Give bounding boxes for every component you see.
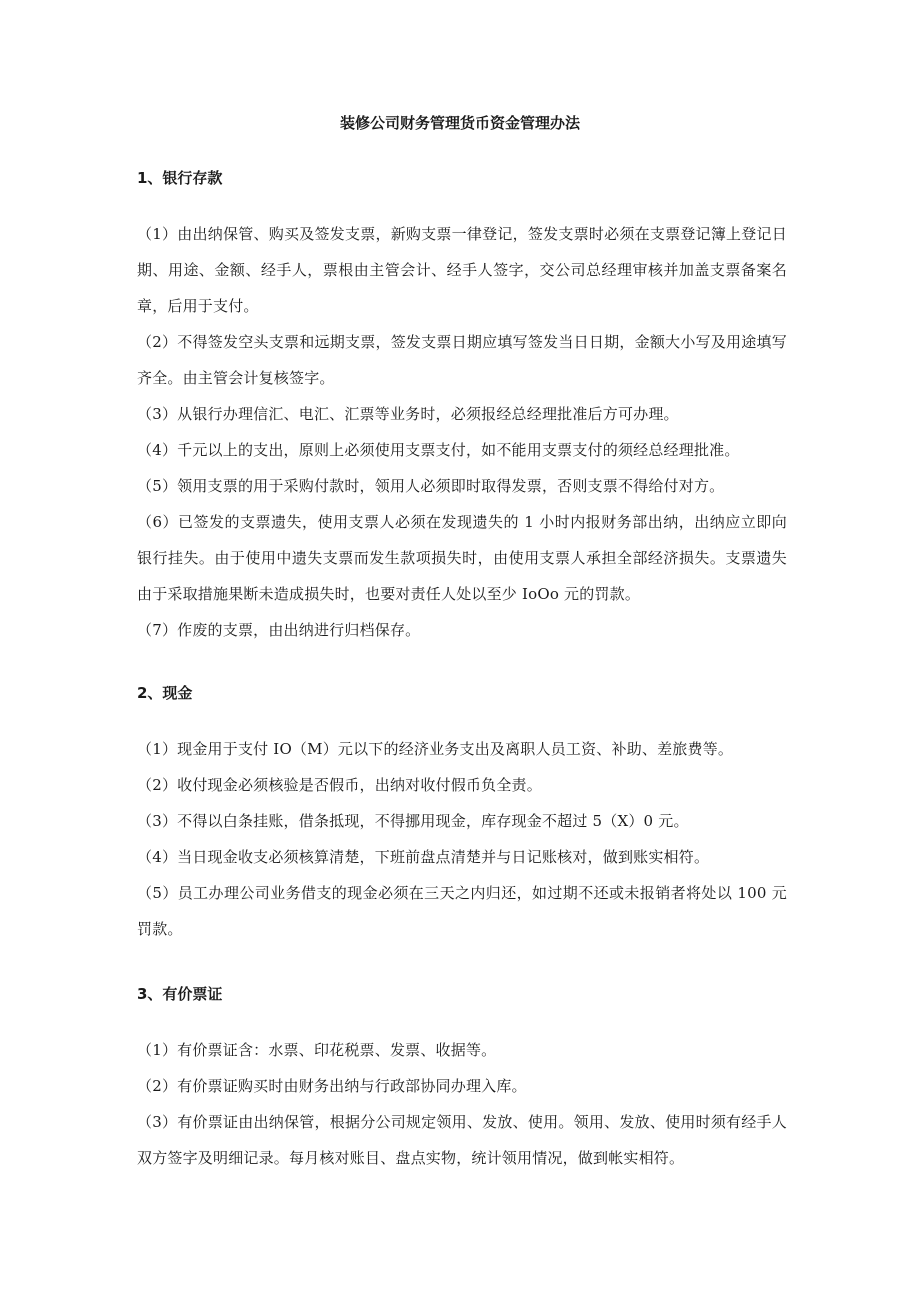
list-item: （2）收付现金必须核验是否假币，出纳对收付假币负全责。 [137,776,542,794]
list-item: （5）员工办理公司业务借支的现金必须在三天之内归还，如过期不还或未报销者将处以 100 元罚款。 [137,884,787,938]
list-item: （2）有价票证购买时由财务出纳与行政部协同办理入库。 [137,1077,527,1095]
list-item: （1）现金用于支付 IO（M）元以下的经济业务支出及离职人员工资、补助、差旅费等。 [137,740,734,758]
list-item: （4）千元以上的支出，原则上必须使用支票支付，如不能用支票支付的须经总经理批准。 [137,441,740,459]
list-item: （1）由出纳保管、购买及签发支票，新购支票一律登记，签发支票时必须在支票登记簿上登记日期、用途、金额、经手人，票根由主管会计、经手人签字，交公司总经理审核并加盖支票备案名章，后用于支付。 [137,225,787,315]
section-body-bank-deposit [137,216,787,648]
list-item: （6）已签发的支票遗失，使用支票人必须在发现遗失的 1 小时内报财务部出纳，出纳应立即向银行挂失。由于使用中遗失支票而发生款项损失时，由使用支票人承担全部经济损失。支票遗失由于采取措施果断未造成损失时，也要对责任人处以至少 IoOo 元的罚款。 [137,513,787,603]
list-item: （7）作废的支票，由出纳进行归档保存。 [137,621,421,639]
list-item: （3）有价票证由出纳保管，根据分公司规定领用、发放、使用。领用、发放、使用时须有经手人双方签字及明细记录。每月核对账目、盘点实物，统计领用情况，做到帐实相符。 [137,1113,787,1167]
list-item: （1）有价票证含：水票、印花税票、发票、收据等。 [137,1041,497,1059]
section-body-valuable-vouchers [137,1032,787,1176]
section-body-cash [137,731,787,947]
list-item: （3）不得以白条挂账，借条抵现，不得挪用现金，库存现金不超过 5（X）0 元。 [137,812,689,830]
list-item: （5）领用支票的用于采购付款时，领用人必须即时取得发票，否则支票不得给付对方。 [137,477,725,495]
list-item: （2）不得签发空头支票和远期支票，签发支票日期应填写签发当日日期，金额大小写及用途填写齐全。由主管会计复核签字。 [137,333,787,387]
list-item: （3）从银行办理信汇、电汇、汇票等业务时，必须报经总经理批准后方可办理。 [137,405,679,423]
section-heading-cash: 2、现金 [137,684,193,702]
list-item: （4）当日现金收支必须核算清楚，下班前盘点清楚并与日记账核对，做到账实相符。 [137,848,710,866]
section-heading-valuable-vouchers: 3、有价票证 [137,985,223,1003]
document-title: 装修公司财务管理货币资金管理办法 [339,114,580,132]
section-heading-bank-deposit: 1、银行存款 [137,169,223,187]
